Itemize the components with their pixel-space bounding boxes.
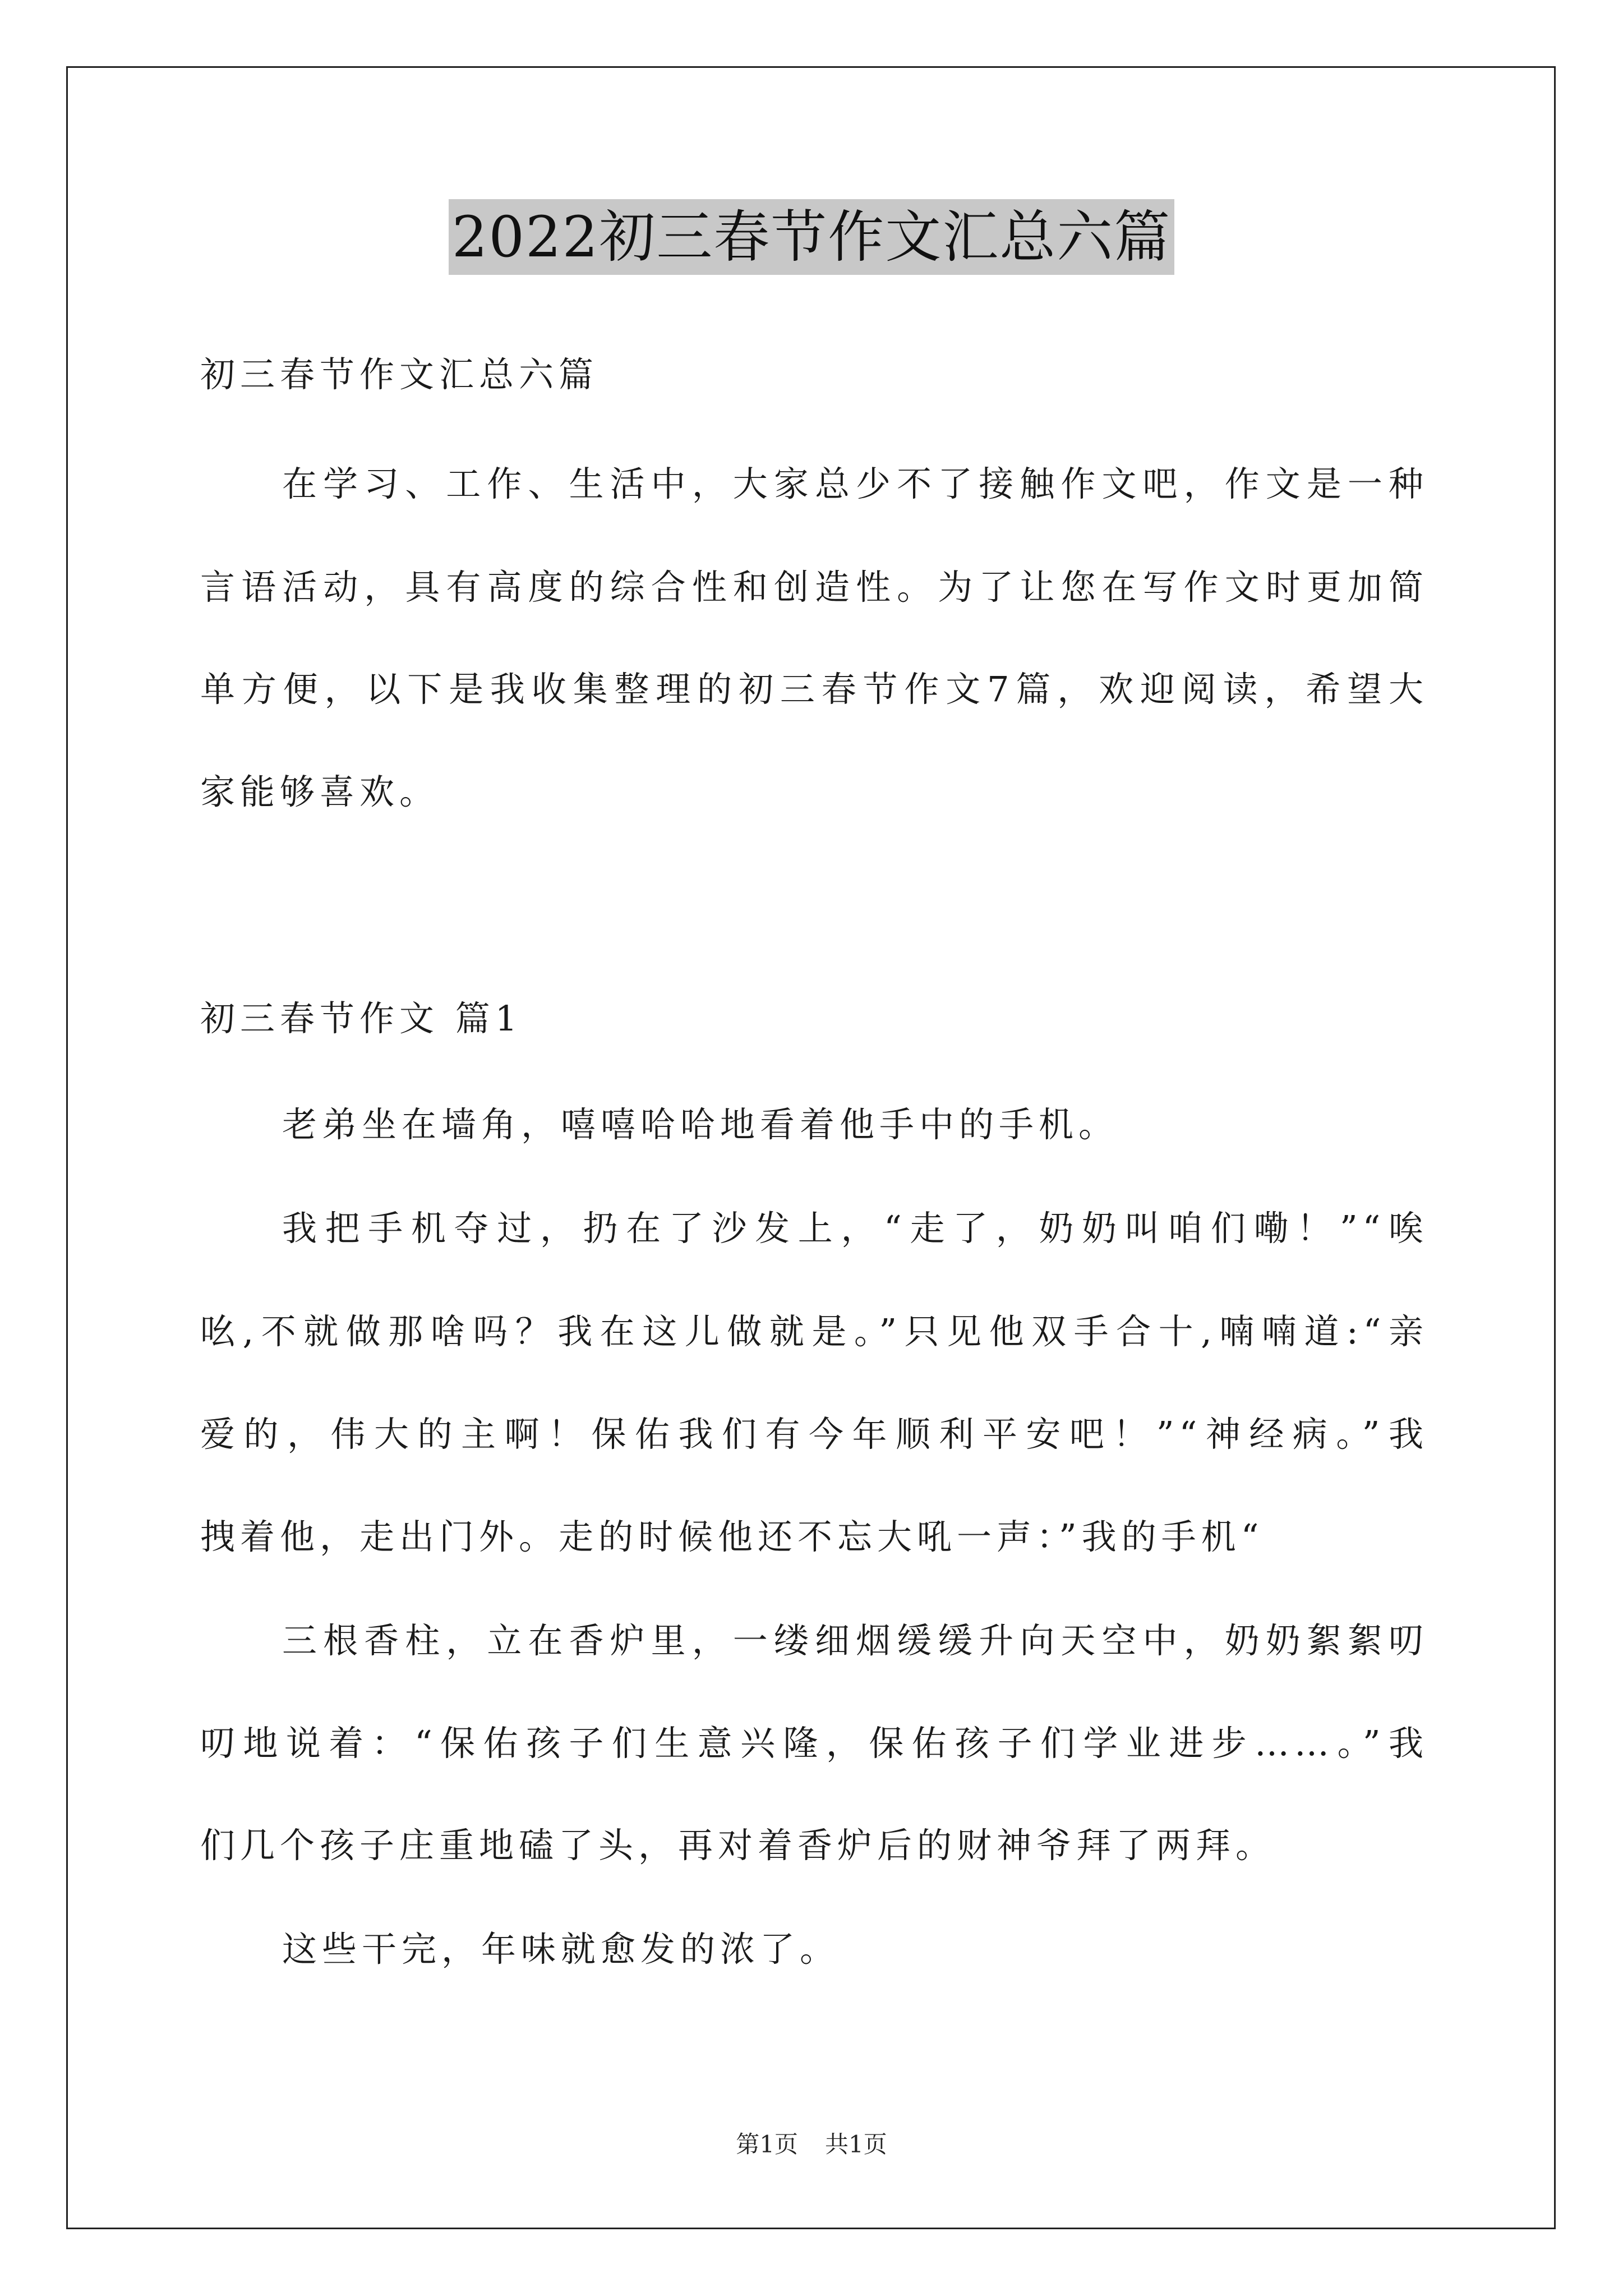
document-title: 2022初三春节作文汇总六篇 [449, 199, 1175, 275]
page-footer [0, 2126, 1623, 2160]
intro-line: 单方便，以下是我收集整理的初三春节作文7篇，欢迎阅读，希望大 [200, 669, 1428, 710]
paragraph-line: 这些干完，年味就愈发的浓了。 [282, 1929, 840, 1970]
paragraph-line: 吆,不就做那啥吗？我在这儿做就是。”只见他双手合十,喃喃道:“亲 [200, 1311, 1428, 1352]
paragraph-line: 拽着他，走出门外。走的时候他还不忘大吼一声：”我的手机“ [200, 1516, 1264, 1557]
section-heading: 初三春节作文 篇1 [200, 998, 523, 1039]
paragraph-line: 们几个孩子庄重地磕了头，再对着香炉后的财神爷拜了两拜。 [200, 1825, 1276, 1866]
intro-line: 家能够喜欢。 [200, 771, 440, 812]
paragraph-line: 老弟坐在墙角，嘻嘻哈哈地看着他手中的手机。 [282, 1104, 1119, 1145]
paragraph-line: 我把手机夺过，扔在了沙发上，“走了，奶奶叫咱们嘞！”“唉 [282, 1208, 1428, 1249]
title-container [0, 199, 1623, 275]
paragraph-line: 叨地说着：“保佑孩子们生意兴隆，保佑孩子们学业进步……。”我 [200, 1723, 1428, 1764]
page-number: 第1页 [736, 2131, 798, 2158]
intro-line: 言语活动，具有高度的综合性和创造性。为了让您在写作文时更加简 [200, 567, 1428, 608]
intro-line: 在学习、工作、生活中，大家总少不了接触作文吧，作文是一种 [282, 463, 1428, 504]
paragraph-line: 三根香柱，立在香炉里，一缕细烟缓缓升向天空中，奶奶絮絮叨 [282, 1620, 1428, 1661]
paragraph-line: 爱的，伟大的主啊！保佑我们有今年顺利平安吧！”“神经病。”我 [200, 1414, 1428, 1455]
subtitle: 初三春节作文汇总六篇 [200, 354, 599, 395]
page-total: 共1页 [825, 2131, 887, 2158]
